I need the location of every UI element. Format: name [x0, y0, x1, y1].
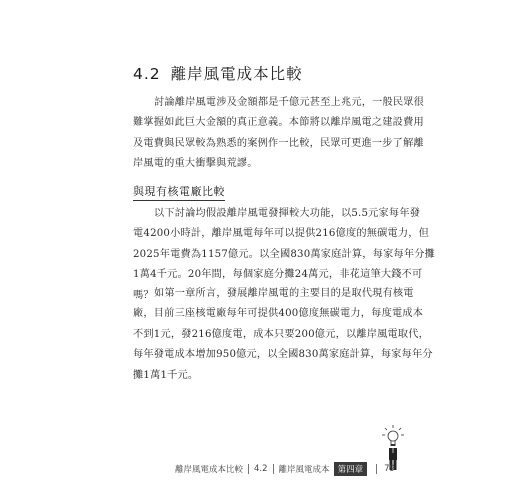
page-number: 79: [384, 464, 395, 474]
text-line: 岸風電的重大衝擊與荒謬。: [133, 158, 258, 170]
text-line: 廠，目前三座核電廠每年可提供400億度無碳電力，每度電成本: [133, 308, 424, 320]
intro-paragraph: [133, 93, 425, 175]
footer-divider: [273, 464, 274, 474]
text-line: 電4200小時計，離岸風電每年可以提供216億度的無碳電力，但: [133, 228, 430, 240]
section-title: 離岸風電成本比較: [170, 65, 303, 83]
footer-chapter-title: 離岸風電成本: [278, 465, 330, 475]
text-line: 難掌握如此巨大金額的真正意義。本節將以離岸風電之建設費用: [133, 117, 424, 129]
text-line: 1萬4千元。20年間，每個家庭分攤24萬元，非花這筆大錢不可: [133, 269, 423, 281]
text-line: 以下討論均假設離岸風電發揮較大功能，以5.5元家每年發: [154, 208, 421, 219]
text-line: 及電費與民眾較為熟悉的案例作一比較，民眾可更進一步了解離: [133, 137, 424, 149]
text-line: 討論離岸風電涉及金額都是千億元甚至上兆元，一般民眾很: [154, 97, 425, 108]
footer-section-ref: 4.2: [254, 464, 268, 474]
section-number: 4.2: [133, 65, 161, 83]
footer-section-title: 離岸風電成本比較: [175, 465, 244, 475]
chapter-badge: 第四章: [334, 462, 368, 476]
text-line: 如第一章所言，發展離岸風電的主要目的是取代現有核電: [154, 288, 414, 299]
section-heading: [133, 62, 303, 84]
paragraph-nuclear-comparison: [133, 284, 433, 386]
page-footer: [175, 462, 395, 476]
footer-divider: [248, 464, 249, 474]
footer-divider: [376, 464, 377, 474]
text-line: 攤1萬1千元。: [133, 369, 199, 381]
text-line: 2025年電費為1157億元。以全國830萬家庭計算，每家每年分攤: [133, 248, 436, 260]
subsection-heading: 與現有核電廠比較: [133, 183, 225, 201]
text-line: 每年發電成本增加950億元，以全國830萬家庭計算，每家每年分: [133, 349, 433, 361]
text-line: 不到1元，發216億度電，成本只要200億元，以離岸風電取代，: [133, 328, 430, 340]
text-line: 嗎？: [133, 289, 154, 301]
